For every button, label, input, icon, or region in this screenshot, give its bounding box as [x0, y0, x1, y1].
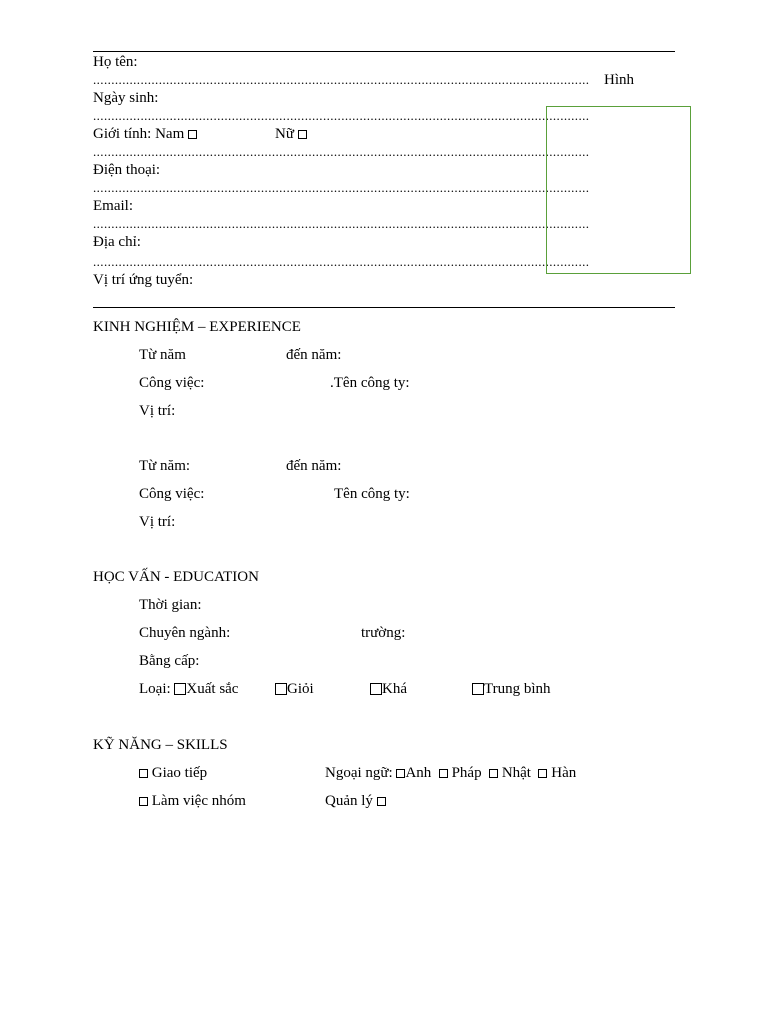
- grade-excellent-checkbox[interactable]: [174, 683, 186, 695]
- top-divider: [93, 51, 675, 52]
- exp1-position-label: Vị trí:: [139, 403, 176, 419]
- edu-time-label: Thời gian:: [139, 597, 202, 613]
- exp1-to-label: đến năm:: [286, 347, 342, 363]
- lang-japanese-checkbox[interactable]: [489, 769, 498, 778]
- grade-average-option: [472, 680, 551, 698]
- experience-heading: KINH NGHIỆM – EXPERIENCE: [93, 319, 301, 335]
- exp2-to-label: đến năm:: [286, 458, 342, 474]
- dob-label: Ngày sinh:: [93, 90, 159, 106]
- management-label: Quản lý: [325, 793, 373, 809]
- grade-label: Loại:: [139, 681, 171, 697]
- female-checkbox[interactable]: [298, 130, 307, 139]
- edu-degree-label: Bằng cấp:: [139, 653, 200, 669]
- skill-teamwork: [139, 792, 246, 810]
- grade-excellent-label: Xuất sắc: [186, 681, 239, 697]
- email-field[interactable]: ........................................................................................................................................: [93, 216, 590, 231]
- skill-management: [325, 792, 386, 810]
- grade-fair-checkbox[interactable]: [370, 683, 382, 695]
- section-divider: [93, 307, 675, 308]
- exp1-from-label: Từ năm: [139, 347, 186, 363]
- photo-label: Hình: [604, 72, 634, 88]
- grade-good-label: Giỏi: [287, 681, 314, 697]
- exp2-position-label: Vị trí:: [139, 514, 176, 530]
- dob-field[interactable]: ........................................................................................................................................: [93, 108, 590, 123]
- exp1-company-label: .Tên công ty:: [330, 375, 410, 391]
- lang-japanese-label: Nhật: [501, 765, 531, 781]
- female-option: [275, 125, 307, 143]
- lang-korean-label: Hàn: [551, 765, 577, 781]
- exp2-from-label: Từ năm:: [139, 458, 191, 474]
- exp2-job-label: Công việc:: [139, 486, 205, 502]
- edu-grade-label: [139, 680, 238, 698]
- grade-fair-option: [370, 680, 407, 698]
- gender-row: [93, 125, 197, 143]
- male-checkbox[interactable]: [188, 130, 197, 139]
- languages-label: Ngoại ngữ:: [325, 765, 393, 781]
- exp2-company-label: Tên công ty:: [334, 486, 410, 502]
- grade-good-option: [275, 680, 314, 698]
- skills-heading: KỸ NĂNG – SKILLS: [93, 737, 228, 753]
- communication-label: Giao tiếp: [151, 765, 208, 781]
- lang-french-checkbox[interactable]: [439, 769, 448, 778]
- grade-average-checkbox[interactable]: [472, 683, 484, 695]
- teamwork-label: Làm việc nhóm: [151, 793, 246, 809]
- lang-english-label: Anh: [405, 765, 432, 781]
- skill-languages: [325, 764, 576, 782]
- edu-school-label: trường:: [361, 625, 406, 641]
- management-checkbox[interactable]: [377, 797, 386, 806]
- grade-average-label: Trung bình: [484, 681, 551, 697]
- exp1-job-label: Công việc:: [139, 375, 205, 391]
- gender-label: Giới tính: Nam: [93, 126, 185, 142]
- edu-major-label: Chuyên ngành:: [139, 625, 231, 641]
- phone-label: Điện thoại:: [93, 162, 161, 178]
- communication-checkbox[interactable]: [139, 769, 148, 778]
- phone-field[interactable]: ........................................................................................................................................: [93, 180, 590, 195]
- position-applied-label: Vị trí ứng tuyển:: [93, 272, 194, 288]
- address-label: Địa chỉ:: [93, 234, 141, 250]
- grade-good-checkbox[interactable]: [275, 683, 287, 695]
- name-field[interactable]: ........................................................................................................................................: [93, 72, 590, 87]
- photo-box[interactable]: [546, 106, 691, 274]
- address-field[interactable]: ........................................................................................................................................: [93, 254, 590, 269]
- grade-fair-label: Khá: [382, 681, 407, 697]
- lang-korean-checkbox[interactable]: [538, 769, 547, 778]
- lang-french-label: Pháp: [451, 765, 482, 781]
- skill-communication: [139, 764, 207, 782]
- female-label: Nữ: [275, 126, 294, 142]
- email-label: Email:: [93, 198, 133, 214]
- gender-dots: ........................................................................................................................................: [93, 144, 590, 159]
- education-heading: HỌC VẤN - EDUCATION: [93, 569, 259, 585]
- teamwork-checkbox[interactable]: [139, 797, 148, 806]
- name-label: Họ tên:: [93, 54, 138, 70]
